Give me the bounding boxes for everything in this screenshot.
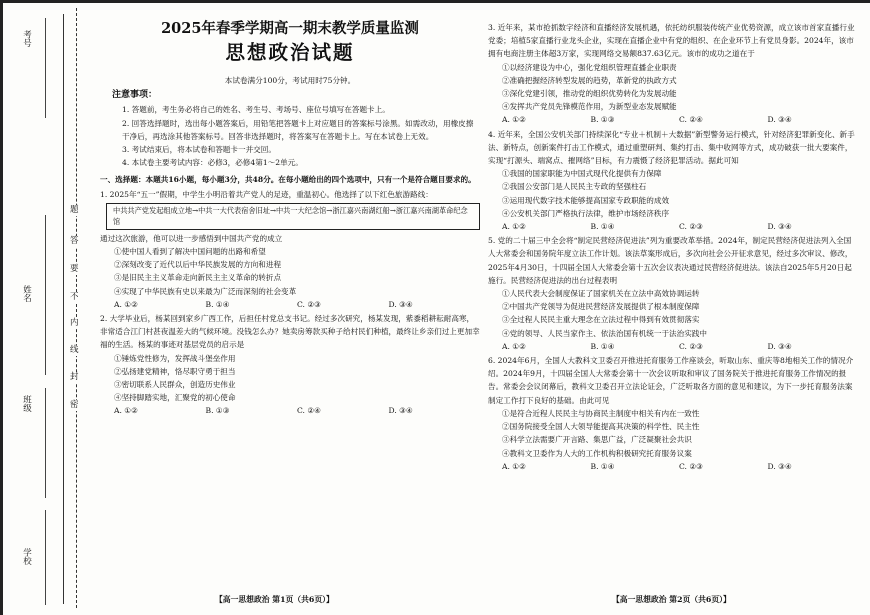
choice-b: B. ①③ (205, 406, 230, 416)
choice-a: A. ①② (114, 299, 138, 309)
seal-char: 内 (70, 318, 79, 328)
seal-char: 封 (70, 372, 79, 382)
seal-char: 要 (70, 264, 79, 274)
notice-item: 4. 本试卷主要考试内容：必修3，必修4第1～2单元。 (122, 158, 303, 168)
page-1-column (100, 20, 480, 418)
exam-info-line: 本试卷满分100分，考试用时75分钟。 (224, 76, 356, 85)
xuexiao-write-line (45, 510, 46, 605)
exam-title: 2025年春季学期高一期末教学质量监测 (161, 20, 419, 37)
statement-option: ②我国公安部门是人民民主专政的坚强柱石 (502, 182, 647, 192)
choice-b: B. ①④ (205, 299, 230, 309)
answer-choices (100, 298, 480, 311)
margin-banji-label: 班级 (21, 395, 32, 412)
statement-option: ④党的领导、人民当家作主、依法治国有机统一于法治实践中 (502, 328, 708, 338)
choice-a: A. ①② (502, 461, 526, 471)
answer-choices (100, 404, 480, 417)
choice-c: C. ②③ (297, 299, 321, 309)
statement-option: ②弘扬建党精神，恪尽职守勇于担当 (114, 366, 236, 376)
statement-option: ③科学立法需要广开言路、集思广益，广泛凝聚社会共识 (502, 435, 692, 445)
question-2-stem: 2. 大学毕业后，杨某回到家乡广西工作，后担任村党总支书记。经过多次研究，杨某发现，紫黍稻耕耘耐高寒，非常适合江门村甚夜温差大的气候环境。没钱怎么办？她卖房筹款买种子给村民们种植，最终让乡亲们过上更加幸福的生活。杨某的事迹对基层党员的启示是 (100, 314, 480, 350)
statement-option: ③深化党建引领，推动党的组织优势转化为发展动能 (502, 89, 677, 99)
choice-c: C. ②③ (679, 341, 703, 351)
subject-title: 思想政治试题 (225, 41, 355, 64)
choice-c: C. ②④ (297, 406, 321, 416)
question-6-stem: 6. 2024年6月，全国人大教科文卫委召开推进托育服务工作座谈会，听取山东、重庆等8地相关工作的情况介绍。2024年9月，十四届全国人大常委会第十一次会议听取和审议了国务院关于推进托育服务工作情况的报告。常委会会议闭幕后，教科文卫委召开立法论证会，广泛听取各方面的意见和建议，为下一步托育服务法案制定工作打下良好的基础。由此可见 (488, 356, 854, 405)
choice-a: A. ①② (502, 222, 526, 232)
choice-a: A. ①② (502, 115, 526, 125)
margin-kaohao-label: 考号 (21, 30, 32, 47)
statement-option: ①人民代表大会制度保证了国家机关在立法中高效协调运转 (502, 289, 700, 299)
statement-option: ①是符合近程人民民主与协商民主制度中相关有内在一致性 (502, 408, 700, 418)
notice-item: 1. 答题前，考生务必将自己的姓名、考生号、考场号、座位号填写在答题卡上。 (122, 105, 390, 115)
statement-option: ①锤炼党性修为，发挥战斗堡垒作用 (114, 353, 236, 363)
choice-b: B. ①④ (590, 222, 615, 232)
statement-option: ④发挥共产党员先锋模范作用，为新型业态发展赋能 (502, 102, 677, 112)
statement-option: ④公安机关部门严格执行法律，维护市场经济秩序 (502, 208, 670, 218)
binding-dashed-line (76, 8, 77, 608)
choice-d: D. ③④ (767, 461, 792, 471)
answer-choices (488, 113, 856, 126)
choice-d: D. ③④ (388, 406, 413, 416)
statement-option: ④教科文卫委作为人大的工作机构积极研究托育服务议案 (502, 448, 692, 458)
statement-option: ③全过程人民民主重大理念在立法过程中得到有效贯彻落实 (502, 315, 700, 325)
statement-option: ④坚持脚踏实地，汇聚党的初心使命 (114, 393, 236, 403)
statement-option: ①使中国人看到了解决中国问题的出路和希望 (114, 247, 266, 257)
seal-char: 题 (70, 205, 79, 215)
question-3-stem: 3. 近年来，某市抢抓数字经济和直播经济发展机遇，依托纺织服装传统产业优势资源，成立该市首家直播行业党委；培植5家直播行业龙头企业，实现在直播企业中有党的组织、在企业环节上有党员身影。2024年，该市拥有电商注册主体超3万家，实现网络交易额837.63亿元。该市的成功之道在于 (488, 23, 855, 59)
statement-option: ③是旧民主主义革命走向新民主主义革命的转折点 (114, 273, 282, 283)
question-5-stem: 5. 党的二十届三中全会将“制定民营经济促进法”列为重要改革举措。2024年，制定民营经济促进法列入全国人大常委会和国务院年度立法工作计划。该法草案形成后，多次向社会公开征求意见，经过多次审议、修改，2025年4月30日，十四届全国人大常委会第十五次会议表决通过民营经济促进法。该法自2025年5月20日起施行。民营经济促进法的出台过程表明 (488, 236, 853, 285)
binding-solid-line (63, 14, 64, 604)
question-1-follow: 通过这次旅游，他可以进一步感悟到中国共产党的成立 (100, 233, 283, 243)
seal-char: 答 (70, 236, 79, 246)
scan-edge-top (0, 0, 870, 3)
statement-option: ①以经济建设为中心，强化党组织管理直播企业职责 (502, 62, 677, 72)
seal-char: 不 (70, 292, 79, 302)
statement-option: ①我国的国家职能为中国式现代化提供有力保障 (502, 169, 662, 179)
page-2-column (488, 20, 856, 473)
kaohao-write-line (45, 18, 46, 118)
binding-margin (0, 0, 92, 615)
choice-c: C. ②③ (679, 461, 703, 471)
question-4-stem: 4. 近年来，全国公安机关部门持续深化“专业＋机制＋大数据”新型警务运行模式，针对经济犯罪新变化、新手法、新特点，创新案件打击工作模式，通过重塑研判、集约打击、集中收网等方式，成功破获一批大要案件，实现“打源头、端窝点、摧网络”目标，有力震慑了经济犯罪活动。据此可知 (488, 129, 855, 166)
section-heading: 一、选择题：本题共16小题，每小题3分，共48分。在每小题给出的四个选项中，只有一个是符合题目要求的。 (100, 175, 476, 185)
page-footer-right: 【高一思想政治 第2页（共6页）】 (612, 595, 731, 604)
question-1-stem: 1. 2025年“五一”假期，中学生小明沿着共产党人的足迹，重温初心。他选择了以下红色旅游路线： (100, 189, 433, 199)
notice-item: 2. 回答选择题时，选出每小题答案后，用铅笔把答题卡上对应题目的答案标号涂黑。如需改动，用橡皮擦干净后，再选涂其他答案标号。回答非选择题时，将答案写在答题卡上。写在本试卷上无效。 (122, 118, 474, 141)
choice-d: D. ③④ (767, 341, 792, 351)
page-footer-left: 【高一思想政治 第1页（共6页）】 (215, 595, 334, 604)
route-box: 中共共产党发起组成立地→中共一大代表宿舍旧址→中共一大纪念馆→浙江嘉兴南湖红船→浙江嘉兴南湖革命纪念馆 (106, 203, 480, 230)
choice-a: A. ①② (114, 406, 138, 416)
statement-option: ③运用现代数字技术能够提高国家专政职能的成效 (502, 195, 670, 205)
statement-option: ②深刻改变了近代以后中华民族发展的方向和进程 (114, 260, 282, 270)
choice-c: C. ②④ (679, 115, 703, 125)
choice-b: B. ①④ (590, 461, 615, 471)
answer-choices (488, 460, 856, 473)
banji-write-line (45, 388, 46, 498)
statement-option: ③密切联系人民群众，创造历史伟业 (114, 380, 236, 390)
seal-char: 线 (70, 345, 79, 355)
statement-option: ④实现了中华民族有史以来最为广泛而深刻的社会变革 (114, 286, 297, 296)
statement-option: ②中国共产党领导为促进民营经济发展提供了根本制度保障 (502, 302, 700, 312)
statement-option: ②国务院接受全国人大领导能提高其决策的科学性、民主性 (502, 422, 700, 432)
margin-xuexiao-label: 学校 (21, 548, 32, 565)
choice-d: D. ③④ (388, 299, 413, 309)
choice-b: B. ①④ (590, 341, 615, 351)
notice-heading: 注意事项： (112, 90, 158, 101)
choice-d: D. ③④ (767, 115, 792, 125)
seal-char: 密 (70, 400, 79, 410)
answer-choices (488, 340, 856, 353)
notice-item: 3. 考试结束后，将本试卷和答题卡一并交回。 (122, 145, 276, 155)
statement-option: ②准确把握经济转型发展的趋势，革新党的执政方式 (502, 75, 677, 85)
margin-xingming-label: 姓名 (21, 285, 32, 302)
xingming-write-line (45, 215, 46, 375)
choice-a: A. ①② (502, 341, 526, 351)
choice-c: C. ②③ (679, 222, 703, 232)
answer-choices (488, 220, 856, 233)
choice-d: D. ③④ (767, 222, 792, 232)
choice-b: B. ①③ (590, 115, 615, 125)
